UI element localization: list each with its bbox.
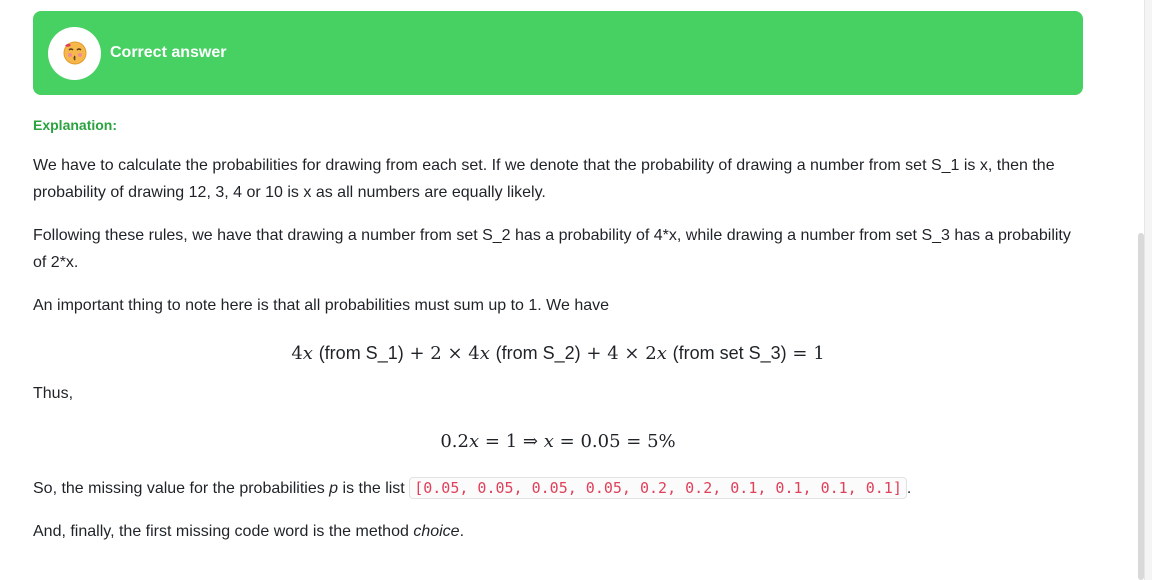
explanation-paragraph-5: And, finally, the first missing code word is the method choice. bbox=[33, 523, 465, 540]
thus-text: Thus, bbox=[33, 385, 74, 402]
explanation-paragraph-3: An important thing to note here is that all probabilities must sum up to 1. We have bbox=[33, 297, 610, 314]
explanation-content bbox=[33, 11, 1083, 545]
scrollbar-track[interactable] bbox=[1144, 0, 1152, 580]
explanation-paragraph-2: Following these rules, we have that drawing a number from set S_2 has a probability of 4*x, while drawing a number from set S_3 has a probability of 2*x. bbox=[33, 227, 1071, 271]
explanation-paragraph-1: We have to calculate the probabilities for drawing from each set. If we denote that the probability of drawing a number from set S_1 is x, then the probability of drawing 12, 3, 4 or 10 is x as all numbers are equally likely. bbox=[33, 157, 1055, 201]
scrollbar-thumb[interactable] bbox=[1138, 233, 1144, 580]
explanation-label: Explanation: bbox=[33, 117, 118, 133]
explanation-paragraph-4: So, the missing value for the probabilities p is the list [0.05, 0.05, 0.05, 0.05, 0.2, 0.2, 0.1, 0.1, 0.1, 0.1] . bbox=[33, 479, 912, 497]
banner-title: Correct answer bbox=[110, 44, 227, 61]
probability-list-code: [0.05, 0.05, 0.05, 0.05, 0.2, 0.2, 0.1, 0.1, 0.1, 0.1] bbox=[409, 477, 907, 499]
equation-solve-x: 0.2x = 1 ⇒ x = 0.05 = 5% bbox=[440, 431, 676, 452]
kissing-face-emoji-icon bbox=[48, 27, 101, 80]
equation-sum-to-one: 4x (from S_1) + 2 × 4x (from S_2) + 4 × 2x (from set S_3) = 1 bbox=[291, 343, 825, 364]
method-name: choice bbox=[413, 523, 460, 540]
correct-answer-banner bbox=[33, 11, 1083, 95]
